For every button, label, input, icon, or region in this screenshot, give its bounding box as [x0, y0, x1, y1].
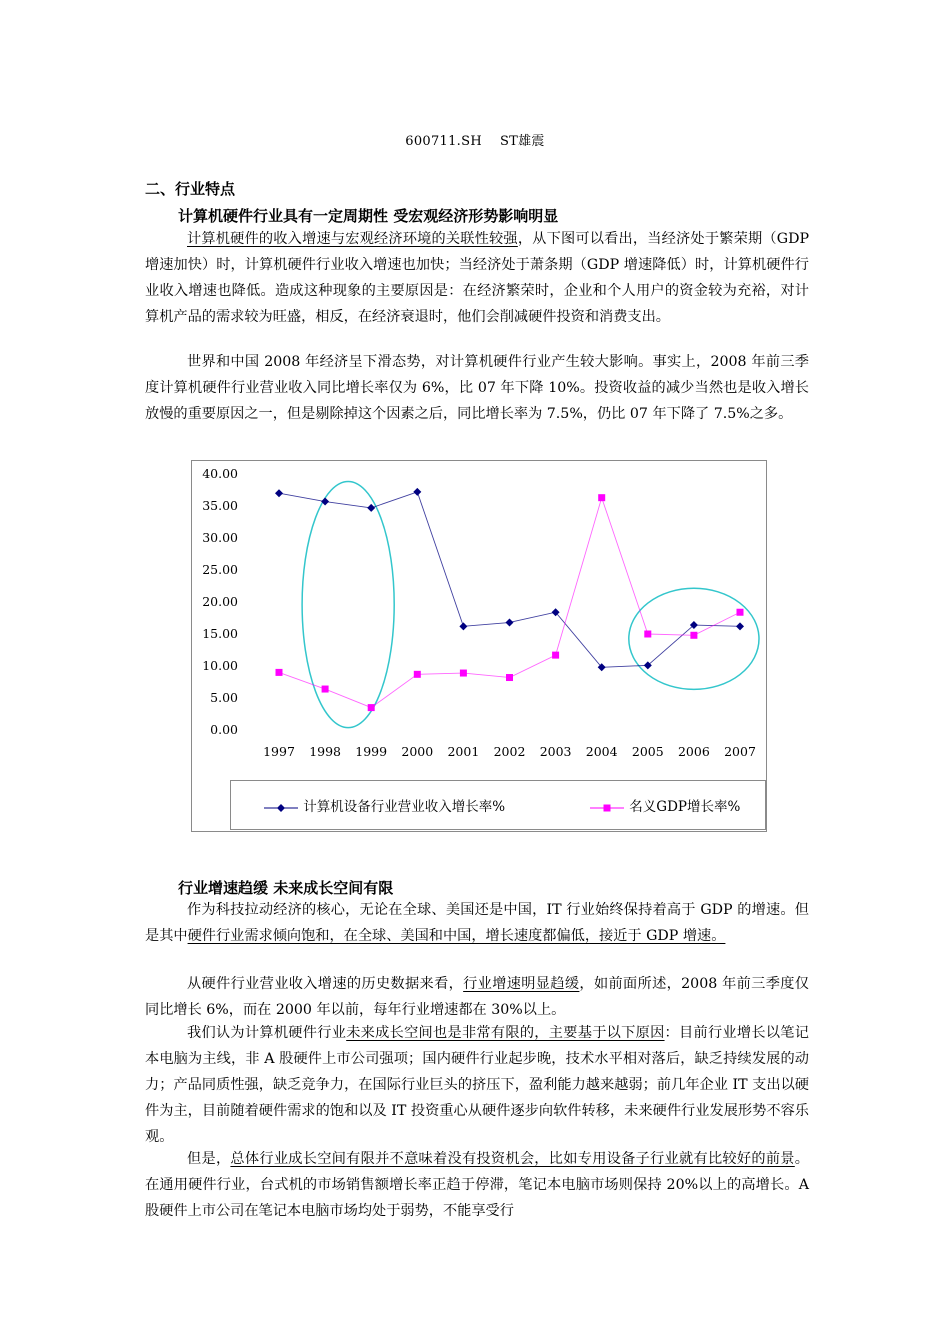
x-tick-label: 2001 — [447, 744, 480, 759]
diamond-marker-icon — [263, 802, 299, 814]
data-point-square — [368, 704, 375, 711]
data-point-square — [460, 670, 467, 677]
x-tick-label: 2007 — [724, 744, 756, 759]
y-tick-label: 35.00 — [202, 498, 238, 513]
legend-label-gdp: 名义GDP增长率% — [629, 799, 741, 815]
y-tick-label: 30.00 — [202, 530, 238, 545]
underlined-text: 计算机硬件的收入增速与宏观经济环境的关联性较强 — [187, 231, 518, 247]
stock-code: 600711.SH — [405, 134, 482, 149]
y-tick-label: 10.00 — [202, 658, 238, 673]
section-subtitle-cyclicality: 计算机硬件行业具有一定周期性 受宏观经济形势影响明显 — [178, 207, 559, 225]
x-tick-label: 2000 — [401, 744, 434, 759]
stock-name: ST雄震 — [499, 134, 545, 149]
x-tick-label: 2004 — [585, 744, 618, 759]
data-point-diamond — [506, 618, 514, 626]
data-point-square — [552, 652, 559, 659]
y-tick-label: 5.00 — [210, 690, 238, 705]
data-point-diamond — [275, 489, 283, 497]
y-tick-label: 20.00 — [202, 594, 238, 609]
line-chart-plot — [192, 461, 766, 831]
paragraph-it-growth: 作为科技拉动经济的核心，无论在全球、美国还是中国，IT 行业始终保持着高于 GDP 的增速。但是其中硬件行业需求倾向饱和，在全球、美国和中国，增长速度都偏低，接近于 GDP 增速。 — [145, 902, 809, 944]
y-tick-label: 25.00 — [202, 562, 238, 577]
data-point-square — [598, 494, 605, 501]
chart-legend — [230, 780, 766, 830]
underlined-text: 总体行业成长空间有限并不意味着没有投资机会，比如专用设备子行业就有比较好的前景 — [230, 1151, 795, 1167]
data-point-square — [644, 631, 651, 638]
underlined-text: 硬件行业需求倾向饱和，在全球、美国和中国，增长速度都偏低，接近于 GDP 增速。 — [187, 928, 726, 944]
legend-label-hardware: 计算机设备行业营业收入增长率% — [303, 799, 506, 815]
paragraph-limited-space: 我们认为计算机硬件行业未来成长空间也是非常有限的，主要基于以下原因：目前行业增长以笔记本电脑为主线，非 A 股硬件上市公司强项；国内硬件行业起步晚，技术水平相对落后，缺乏持续发展的动力；产品同质性强，缺乏竞争力，在国际行业巨头的挤压下，盈利能力越来越弱；前几年企业 IT 支出以硬件为主，目前随着硬件需求的饱和以及 IT 投资重心从硬件逐步向软件转移，未来硬件行业发展形势不容乐观。 — [145, 1025, 809, 1145]
data-point-diamond — [367, 504, 375, 512]
y-tick-label: 15.00 — [202, 626, 238, 641]
legend-item-hardware — [263, 795, 505, 815]
y-tick-label: 0.00 — [210, 722, 238, 737]
x-tick-label: 2003 — [539, 744, 572, 759]
section-subtitle-slowdown: 行业增速趋缓 未来成长空间有限 — [178, 879, 394, 897]
data-point-diamond — [413, 488, 421, 496]
data-point-diamond — [321, 498, 329, 506]
series-line — [279, 492, 740, 667]
underlined-text: 行业增速明显趋缓 — [463, 976, 580, 992]
x-tick-label: 1997 — [263, 744, 295, 759]
paragraph-history: 从硬件行业营业收入增速的历史数据来看，行业增速明显趋缓，如前面所述，2008 年前三季度仅同比增长 6%，而在 2000 年以前，每年行业增速都在 30%以上。 — [145, 976, 809, 1018]
growth-rate-chart — [191, 460, 767, 832]
data-point-square — [737, 609, 744, 616]
paragraph-opportunity: 但是，总体行业成长空间有限并不意味着没有投资机会，比如专用设备子行业就有比较好的前景。在通用硬件行业，台式机的市场销售额增长率正趋于停滞，笔记本电脑市场则保持 20%以上的高增长。A 股硬件上市公司在笔记本电脑市场均处于弱势，不能享受行 — [145, 1151, 809, 1219]
y-tick-label: 40.00 — [202, 466, 238, 481]
data-point-square — [506, 674, 513, 681]
x-tick-label: 1998 — [309, 744, 342, 759]
page-header — [0, 130, 950, 149]
section-title: 二、行业特点 — [145, 180, 236, 198]
x-tick-label: 2005 — [631, 744, 664, 759]
highlight-ellipse — [629, 588, 759, 689]
data-point-square — [322, 686, 329, 693]
data-point-square — [276, 669, 283, 676]
data-point-diamond — [736, 622, 744, 630]
paragraph-cyclicality: 计算机硬件的收入增速与宏观经济环境的关联性较强，从下图可以看出，当经济处于繁荣期（GDP 增速加快）时，计算机硬件行业收入增速也加快；当经济处于萧条期（GDP 增速降低）时，计算机硬件行业收入增速也降低。造成这种现象的主要原因是：在经济繁荣时，企业和个人用户的资金较为充裕，对计算机产品的需求较为旺盛，相反，在经济衰退时，他们会削减硬件投资和消费支出。 — [145, 231, 809, 325]
x-tick-label: 1999 — [355, 744, 388, 759]
highlight-ellipse — [302, 482, 394, 728]
x-tick-label: 2002 — [493, 744, 526, 759]
paragraph-2008-decline: 世界和中国 2008 年经济呈下滑态势，对计算机硬件行业产生较大影响。事实上，2008 年前三季度计算机硬件行业营业收入同比增长率仅为 6%，比 07 年下降 10%。投资收益的减少当然也是收入增长放慢的重要原因之一，但是剔除掉这个因素之后，同比增长率为 7.5%，仍比 07 年下降了 7.5%之多。 — [145, 354, 809, 422]
data-point-diamond — [459, 622, 467, 630]
square-marker-icon — [589, 802, 625, 814]
underlined-text: 未来成长空间也是非常有限的，主要基于以下原因 — [346, 1025, 665, 1041]
legend-item-gdp — [589, 795, 740, 815]
data-point-square — [690, 632, 697, 639]
x-tick-label: 2006 — [677, 744, 710, 759]
data-point-square — [414, 671, 421, 678]
